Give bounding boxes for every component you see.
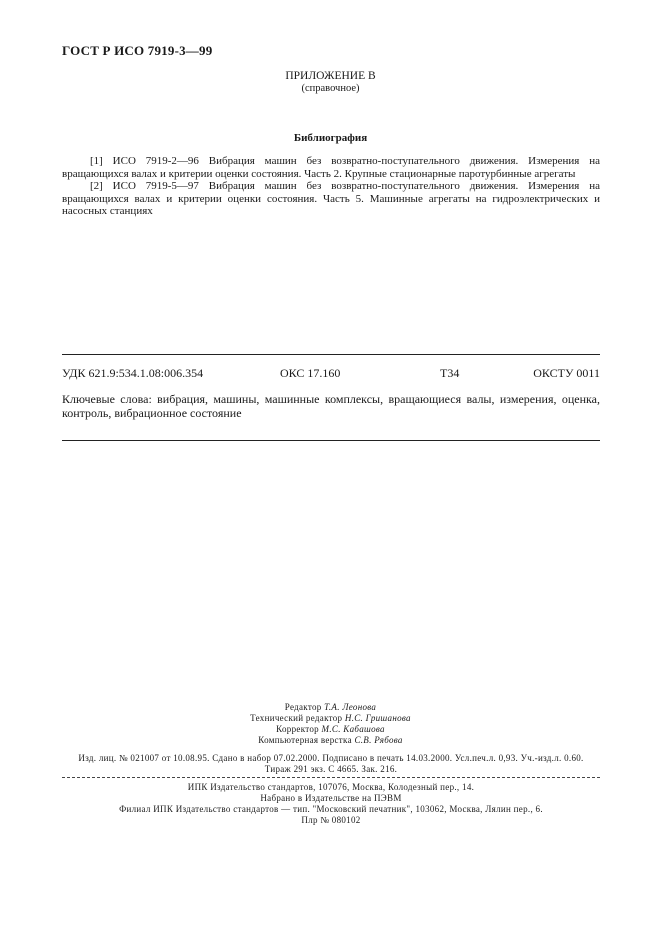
staff-role: Корректор bbox=[276, 724, 319, 734]
staff-name: С.В. Рябова bbox=[354, 735, 403, 745]
okstu-code: ОКСТУ 0011 bbox=[533, 366, 600, 380]
appendix-title: ПРИЛОЖЕНИЕ В bbox=[285, 70, 376, 82]
imprint-printer: Филиал ИПК Издательство стандартов — тип. "Московский печатник", 103062, Москва, Лялин пер., 6. bbox=[119, 804, 543, 814]
staff-role: Редактор bbox=[284, 702, 322, 712]
staff-role: Технический редактор bbox=[250, 713, 343, 723]
bibliography-ref-2: [2] ИСО 7919-5—97 Вибрация машин без возвратно-поступательного движения. Измерения на вращающихся валах и критерии оценки состояния. Часть 5. Машинные агрегаты на гидроэлектрических и насосных станциях bbox=[62, 180, 600, 217]
staff-name: Н.С. Гришанова bbox=[344, 713, 411, 723]
staff-tech-editor bbox=[0, 713, 661, 723]
divider-top bbox=[62, 354, 600, 355]
appendix-subtitle: (справочное) bbox=[301, 83, 360, 94]
imprint-divider bbox=[62, 777, 600, 778]
imprint-license: Изд. лиц. № 021007 от 10.08.95. Сдано в набор 07.02.2000. Подписано в печать 14.03.2000. Усл.печ.л. 0,93. Уч.-изд.л. 0.60. bbox=[78, 753, 584, 763]
staff-name: М.С. Кабашова bbox=[321, 724, 385, 734]
oks-code: ОКС 17.160 bbox=[280, 366, 341, 380]
divider-bottom bbox=[62, 440, 600, 441]
bibliography-ref-1: [1] ИСО 7919-2—96 Вибрация машин без возвратно-поступательного движения. Измерения на вращающихся валах и критерии оценки состояния. Часть 2. Крупные стационарные паротурбинные агрегаты bbox=[62, 155, 600, 180]
staff-editor bbox=[0, 702, 661, 712]
t-code: Т34 bbox=[440, 366, 460, 380]
staff-name: Т.А. Леонова bbox=[324, 702, 377, 712]
imprint-plr: Плр № 080102 bbox=[301, 815, 361, 825]
staff-layout bbox=[0, 735, 661, 745]
imprint-typeset: Набрано в Издательстве на ПЭВМ bbox=[260, 793, 402, 803]
keywords: Ключевые слова: вибрация, машины, машинные комплексы, вращающиеся валы, измерения, оценка, контроль, вибрационное состояние bbox=[62, 392, 600, 420]
bibliography-title: Библиография bbox=[293, 132, 368, 144]
staff-role: Компьютерная верстка bbox=[258, 735, 352, 745]
udk-code: УДК 621.9:534.1.08:006.354 bbox=[62, 366, 204, 380]
imprint-circulation: Тираж 291 экз. С 4665. Зак. 216. bbox=[264, 764, 398, 774]
standard-header: ГОСТ Р ИСО 7919-3—99 bbox=[62, 43, 213, 58]
staff-corrector bbox=[0, 724, 661, 734]
imprint-publisher: ИПК Издательство стандартов, 107076, Москва, Колодезный пер., 14. bbox=[187, 782, 475, 792]
